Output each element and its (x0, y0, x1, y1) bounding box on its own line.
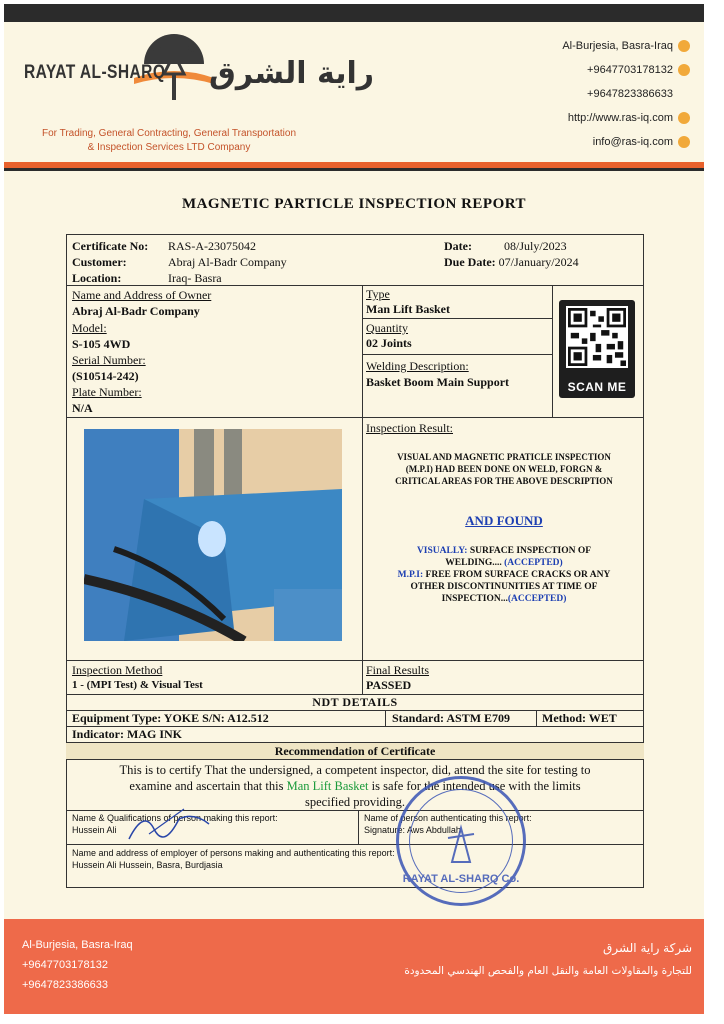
quantity-block: Quantity 02 Joints (366, 321, 412, 350)
and-found-heading: AND FOUND (465, 513, 543, 528)
header-divider-dark (4, 168, 704, 171)
employer-value: Hussein Ali Hussein, Basra, Burdjasia (72, 860, 223, 870)
customer-name: Abraj Al-Badr Company (168, 255, 287, 269)
inspection-result-label: Inspection Result: (366, 421, 453, 435)
footer (4, 919, 704, 1014)
certificate-page (4, 4, 704, 1014)
inspector-name: Hussein Ali (72, 825, 117, 835)
contact-website[interactable]: http://www.ras-iq.com (568, 112, 690, 124)
certificate-number: RAS-A-23075042 (168, 239, 257, 253)
footer-address: Al-Burjesia, Basra-Iraq (22, 939, 133, 951)
welding-block: Welding Description: Basket Boom Main Support (366, 359, 510, 389)
report-date: 08/July/2023 (504, 239, 567, 253)
cert-info: Certificate No: RAS-A-23075042 Customer: Abraj Al-Badr Company Location: Iraq- Basra (72, 239, 287, 285)
type-value: Man Lift Basket (366, 302, 450, 316)
owner-column: Name and Address of Owner Abraj Al-Badr Company Model: S-105 4WD Serial Number: (S10514-242) Plate Number: N/A (72, 288, 212, 415)
employer-block: Name and address of employer of persons making and authenticating this report: Hussein Ali Hussein, Basra, Burdjasia (72, 848, 395, 870)
findings-text: VISUALLY: SURFACE INSPECTION OF WELDING.... (ACCEPTED) M.P.I: FREE FROM SURFACE CRACKS OR ANY OTHER DISCONTINUNITIES AT TIME OF INSPECTION...(ACCEPTED) (397, 546, 611, 604)
welding-value: Basket Boom Main Support (366, 375, 510, 389)
top-bar (4, 4, 704, 22)
method-block: Inspection Method 1 - (MPI Test) & Visual Test (72, 663, 203, 691)
visual-accepted-badge: (ACCEPTED) (504, 558, 563, 568)
method-ndt-value: Method: WET (542, 711, 617, 725)
inspection-result-text: VISUAL AND MAGNETIC PRATICLE INSPECTION (M.P.I) HAD BEEN DONE ON WELD, FORGN & CRITICAL AREAS FOR THE ABOVE DESCRIPTION (395, 452, 613, 486)
qr-code-icon (566, 306, 628, 368)
recommendation-heading: Recommendation of Certificate (66, 742, 644, 760)
contact-address: Al-Burjesia, Basra-Iraq (562, 40, 690, 52)
contact-phone-2: +9647823386633 (587, 88, 673, 100)
qr-code[interactable] (559, 300, 635, 398)
indicator-value: Indicator: MAG INK (72, 727, 182, 741)
recommendation-text: This is to certify That the undersigned, a competent inspector, did, attend the site for testing to examine and ascertain that this Man Lift Basket is safe for the intended use with the limits specified providing. (119, 763, 591, 809)
footer-phone-1: +9647703178132 (22, 959, 108, 971)
footer-phone-2: +9647823386633 (22, 979, 108, 991)
phone-icon (678, 64, 690, 76)
plate-value: N/A (72, 401, 93, 415)
company-name-ar: راية الشرق (209, 56, 375, 91)
company-stamp-icon: RAYAT AL-SHARQ Co. (396, 776, 526, 906)
authenticator-block: Name of person authenticating this report: Signature: Aws Abdullah (364, 813, 532, 835)
quantity-value: 02 Joints (366, 336, 412, 350)
model-value: S-105 4WD (72, 337, 131, 351)
scan-me-label: SCAN ME (567, 380, 627, 394)
final-block: Final Results PASSED (366, 663, 430, 692)
standard-value: Standard: ASTM E709 (392, 711, 511, 725)
email-icon (678, 136, 690, 148)
globe-icon (678, 112, 690, 124)
method-value: 1 - (MPI Test) & Visual Test (72, 679, 203, 691)
location-value: Iraq- Basra (168, 271, 222, 285)
equipment-name-highlight: Man Lift Basket (286, 779, 369, 793)
location-pin-icon (678, 40, 690, 52)
inspection-photo-image (84, 429, 342, 641)
inspector-block: Name & Qualifications of person making this report: Hussein Ali (72, 813, 278, 835)
company-tagline (24, 127, 314, 155)
contact-email[interactable]: info@ras-iq.com (593, 136, 690, 148)
footer-company-ar: شركة راية الشرق (603, 941, 692, 955)
tagline-line-1: For Trading, General Contracting, General Transportation (41, 128, 297, 139)
equipment-type: Equipment Type: YOKE S/N: A12.512 (72, 711, 269, 725)
inspector-signature-icon (124, 804, 214, 844)
final-result: PASSED (366, 678, 412, 692)
due-date: 07/January/2024 (498, 255, 579, 269)
date-info: Date: 08/July/2023 Due Date: 07/January/2024 (444, 239, 579, 269)
report-title: MAGNETIC PARTICLE INSPECTION REPORT (181, 196, 527, 212)
authenticator-signature: Signature: Aws Abdullah (364, 825, 461, 835)
inspection-photo (84, 429, 342, 641)
ndt-heading: NDT DETAILS (312, 695, 398, 709)
type-block: Type Man Lift Basket (366, 287, 450, 316)
company-name-en: RAYAT AL-SHARQ (24, 62, 166, 83)
tagline-line-2: & Inspection Services LTD Company (87, 142, 251, 153)
stamp-tower-icon (444, 824, 478, 864)
owner-value: Abraj Al-Badr Company (72, 304, 200, 318)
serial-value: (S10514-242) (72, 369, 139, 383)
footer-tagline-ar: للتجارة والمقاولات العامة والنقل العام والفحص الهندسي المحدودة (404, 965, 692, 977)
contact-phone-1: +9647703178132 (587, 64, 690, 76)
mpi-accepted-badge: (ACCEPTED) (507, 594, 567, 604)
